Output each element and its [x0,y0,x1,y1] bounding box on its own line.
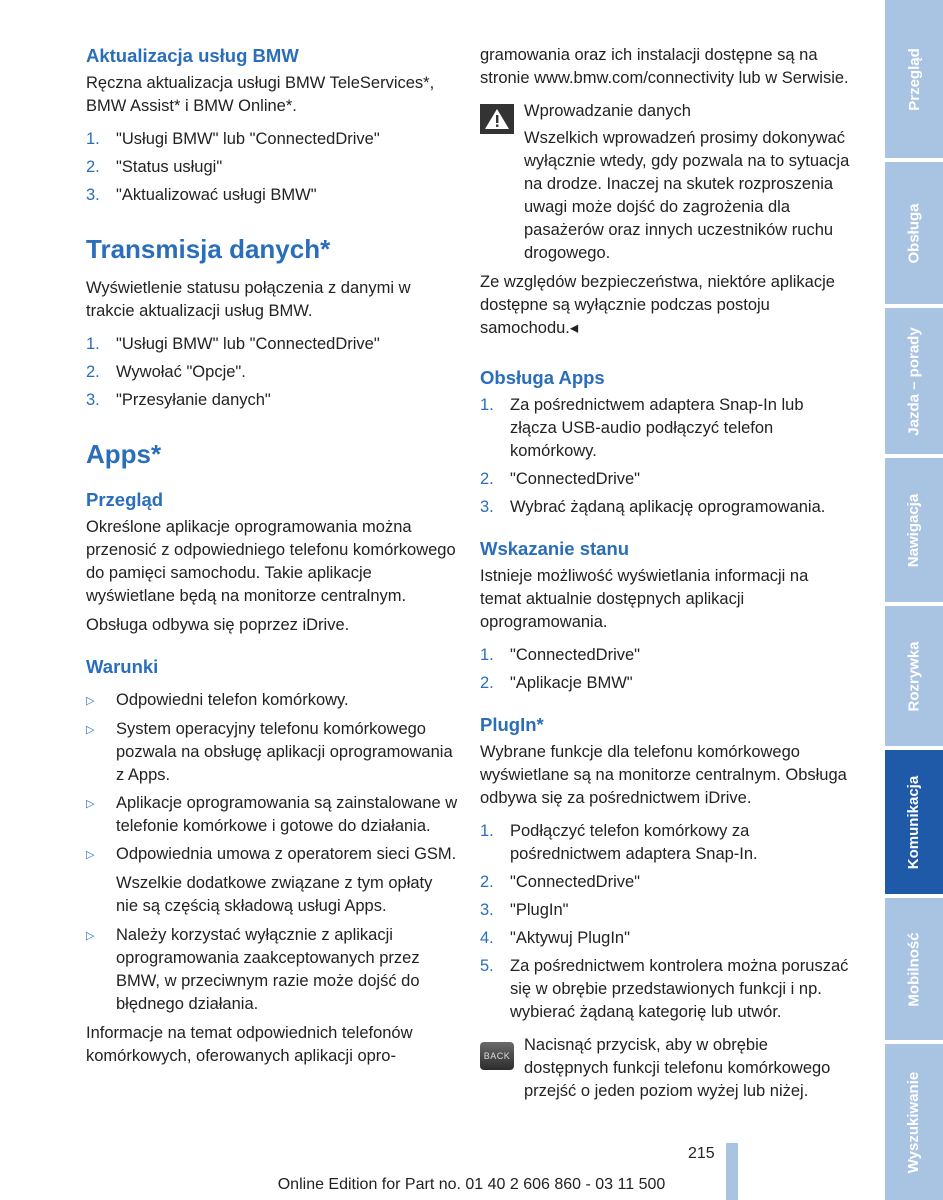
paragraph-plugin: Wybrane funkcje dla telefonu komórkowego wyświetlane są na monitorze centralnym. Obsługa odbywa się za pośrednictwem iDrive. [480,743,847,807]
list-item [480,644,852,667]
tab-jazda-porady[interactable]: Jazda – porady [885,308,943,454]
update-steps [86,128,458,207]
step-text: "ConnectedDrive" [510,470,641,488]
tab-obsluga[interactable]: Obsługa [885,162,943,304]
paragraph-transmission: Wyświetlenie statusu połączenia z danymi w trakcie aktualizacji usług BMW. [86,279,411,320]
step-text: "Aktywuj PlugIn" [510,929,630,947]
step-text: Za pośrednictwem adaptera Snap-In lub złącza USB-audio podłączyć telefon komórkowy. [510,396,804,460]
step-text: "Status usługi" [116,158,223,176]
list-item [480,871,852,894]
list-item [480,820,852,866]
list-item [86,718,458,787]
heading-plugin: PlugIn* [480,714,544,735]
step-text: Wybrać żądaną aplikację oprogramowania. [510,498,826,516]
condition-text: Należy korzystać wyłącznie z aplikacji oprogramowania zaakceptowanych przez BMW, w przeciwnym razie może dojść do błędnego działania. [116,926,420,1013]
tab-nawigacja[interactable]: Nawigacja [885,458,943,602]
step-number: 1. [480,822,494,840]
list-item [86,333,458,356]
step-number: 2. [480,674,494,692]
step-text: "ConnectedDrive" [510,873,641,891]
step-number: 1. [86,335,100,353]
condition-text: Aplikacje oprogramowania są zainstalowane w telefonie komórkowe i gotowe do działania. [116,794,458,835]
left-column [86,44,458,1074]
list-item [86,689,458,713]
list-item [86,924,458,1016]
step-text: Za pośrednictwem kontrolera można poruszać się w obrębie przedstawionych funkcji i np. wybierać żądaną kategorię lub utwór. [510,957,849,1021]
paragraph-back: Nacisnąć przycisk, aby w obrębie dostępnych funkcji telefonu komórkowego przejść o jeden poziom wyżej lub niżej. [524,1036,831,1100]
bullet-triangle-icon: ▷ [86,849,95,861]
step-text: "ConnectedDrive" [510,646,641,664]
paragraph-status: Istnieje możliwość wyświetlania informacji na temat aktualnie dostępnych aplikacji oprogramowania. [480,567,809,631]
warning-title: Wprowadzanie danych [524,102,691,120]
chapter-sidebar [885,0,943,1200]
step-text: "Usługi BMW" lub "ConnectedDrive" [116,335,380,353]
list-item [480,394,852,463]
list-item [86,361,458,384]
step-number: 3. [86,391,100,409]
step-number: 3. [480,498,494,516]
paragraph-safety: Ze względów bezpieczeństwa, niektóre aplikacje dostępne są wyłącznie podczas postoju samochodu.◂ [480,273,835,337]
step-number: 2. [480,470,494,488]
list-item [86,156,458,179]
list-item [480,899,852,922]
condition-note: Wszelkie dodatkowe związane z tym opłaty nie są częścią składową usługi Apps. [116,874,433,915]
list-item [86,128,458,151]
step-text: "Aktualizować usługi BMW" [116,186,317,204]
paragraph-overview-1: Określone aplikacje oprogramowania można przenosić z odpowiedniego telefonu komórkowego do pamięci samochodu. Takie aplikacje wyświetlane będą na monitorze centralnym. [86,518,456,605]
heading-status: Wskazanie stanu [480,538,630,559]
paragraph-continued: gramowania oraz ich instalacji dostępne są na stronie www.bmw.com/connectivity lub w Serwisie. [480,46,849,87]
list-item [86,843,458,867]
tab-przeglad[interactable]: Przegląd [885,0,943,158]
list-item [480,468,852,491]
step-text: Podłączyć telefon komórkowy za pośrednictwem adaptera Snap-In. [510,822,758,863]
step-number: 1. [480,396,494,414]
step-number: 2. [86,363,100,381]
step-text: Wywołać "Opcje". [116,363,246,381]
back-button-block [480,1034,852,1103]
back-button-icon: BACK [480,1042,514,1070]
step-number: 4. [480,929,494,947]
list-item [480,955,852,1024]
heading-operation: Obsługa Apps [480,367,605,388]
step-text: "Przesyłanie danych" [116,391,271,409]
heading-conditions: Warunki [86,656,159,677]
condition-text: Odpowiednia umowa z operatorem sieci GSM. [116,845,457,863]
step-number: 2. [480,873,494,891]
step-number: 2. [86,158,100,176]
heading-transmission: Transmisja danych* [86,234,331,264]
step-number: 3. [480,901,494,919]
warning-block [480,100,852,265]
paragraph-overview-2: Obsługa odbywa się poprzez iDrive. [86,616,350,634]
right-column [480,44,852,1103]
heading-overview: Przegląd [86,489,164,510]
paragraph-update: Ręczna aktualizacja usługi BMW TeleServices*, BMW Assist* i BMW Online*. [86,74,435,115]
step-text: "PlugIn" [510,901,569,919]
step-number: 1. [86,130,100,148]
list-item [480,672,852,695]
step-number: 1. [480,646,494,664]
step-number: 5. [480,957,494,975]
warning-text: Wszelkich wprowadzeń prosimy dokonywać wyłącznie wtedy, gdy pozwala na to sytuacja na drodze. Inaczej na skutek rozproszenia uwagi może dojść do zagrożenia dla pasażerów oraz innych uczestników ruchu drogowego. [524,129,850,262]
plugin-steps [480,820,852,1024]
footer: Online Edition for Part no. 01 40 2 606 860 - 03 11 500 [277,1176,666,1193]
status-steps [480,644,852,695]
list-item [480,927,852,950]
heading-update: Aktualizacja usług BMW [86,45,299,66]
paragraph-info: Informacje na temat odpowiednich telefonów komórkowych, oferowanych aplikacji opro- [86,1024,413,1065]
list-item [86,792,458,838]
bullet-triangle-icon: ▷ [86,724,95,736]
condition-text: System operacyjny telefonu komórkowego pozwala na obsługę aplikacji oprogramowania z Apps. [116,720,453,784]
bullet-triangle-icon: ▷ [86,798,95,810]
heading-apps: Apps* [86,439,162,469]
condition-text: Odpowiedni telefon komórkowy. [116,691,349,709]
list-item [480,496,852,519]
step-number: 3. [86,186,100,204]
list-item [86,389,458,412]
step-text: "Usługi BMW" lub "ConnectedDrive" [116,130,380,148]
list-item [86,184,458,207]
warning-triangle-icon [480,104,514,134]
step-text: "Aplikacje BMW" [510,674,633,692]
bullet-triangle-icon: ▷ [86,930,95,942]
conditions-list [86,689,458,1016]
operation-steps [480,394,852,519]
page-number: 215 [688,1145,715,1162]
transmission-steps [86,333,458,412]
tab-wyszukiwanie[interactable]: Wyszukiwanie [885,1044,943,1200]
tab-mobilnosc[interactable]: Mobilność [885,898,943,1040]
tab-rozrywka[interactable]: Rozrywka [885,606,943,746]
tab-komunikacja[interactable]: Komunikacja [885,750,943,894]
bullet-triangle-icon: ▷ [86,695,95,707]
